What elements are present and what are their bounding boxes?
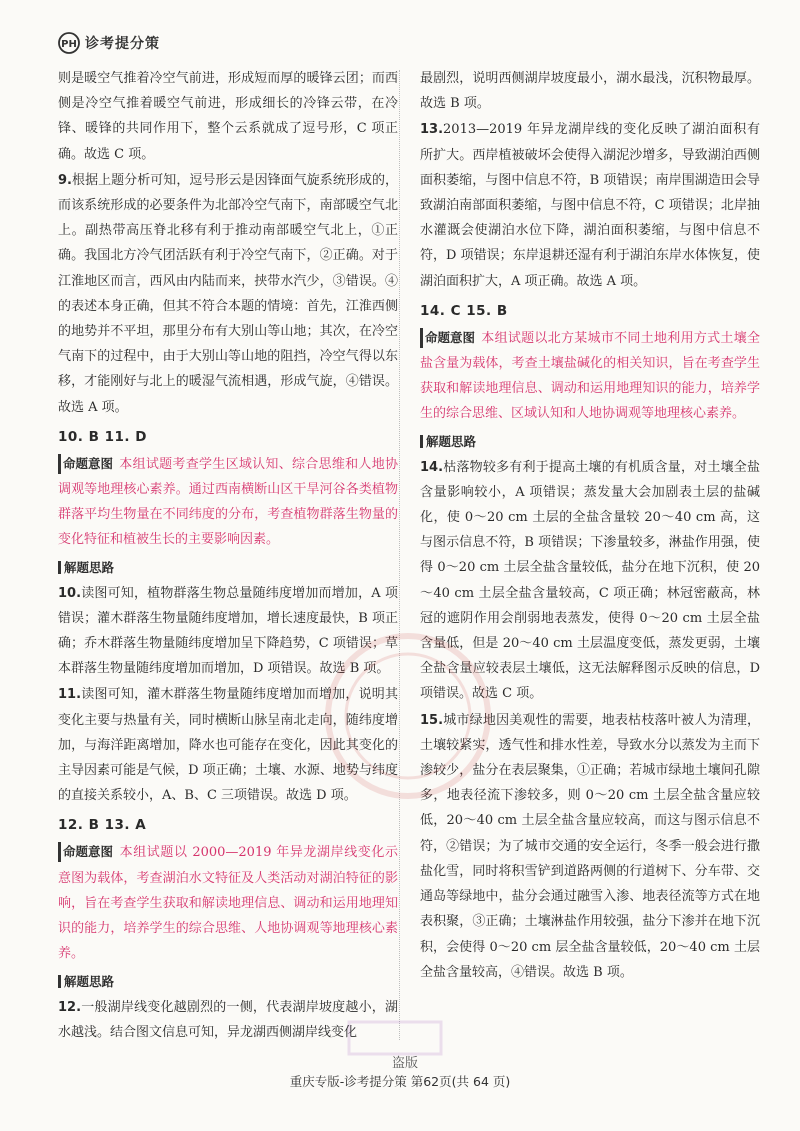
- section-heading: 解题思路: [58, 969, 398, 995]
- question-14: 14.枯落物较多有利于提高土壤的有机质含量，对土壤全盐含量影响较小，A 项错误；蒸发量大会加剧表土层的盐碱化，使 0～20 cm 土层的全盐含量较 20～40 cm 高，这与图示信息不符，B 项错误；下渗量较多，淋盐作用强，使得 0～20 cm 土层全盐含量较低，盐分在地下沉积，使 20～40 cm 土层全盐含量较高，C 项正确；林冠密蔽高，林冠的遮阴作用会削弱地表蒸发，使得 0～20 cm 土层全盐含量低，但是 20～40 cm 土层温度变低，蒸发更弱，土壤全盐含量应较表层土壤低，这无法解释图示反映的信息，D 项错误。故选 C 项。: [420, 459, 760, 702]
- continuation-paragraph: 则是暖空气推着冷空气前进，形成短而厚的暖锋云团；而西侧是冷空气推着暖空气前进，形成细长的冷锋云带，在冷锋、暖锋的共同作用下，整个云系就成了逗号形，C 项正确。故选 C 项。: [58, 71, 398, 162]
- page-footer: 重庆专版-诊考提分策 第62页(共 64 页): [289, 1074, 511, 1089]
- column-divider: [399, 70, 400, 1040]
- brand-header: [58, 32, 160, 54]
- answer-line-12-13: 12. B 13. A: [58, 817, 147, 834]
- section-heading: 解题思路: [420, 429, 760, 455]
- intent-text: 本组试题考查学生区域认知、综合思维和人地协调观等地理核心素养。通过西南横断山区干旱河谷各类植物群落平均生物量在不同纬度的分布，考查植物群落生物量的变化特征和植被生长的主要影响因素。: [58, 456, 398, 548]
- intent-tag: 命题意图: [58, 454, 115, 474]
- question-15: 15.城市绿地因美观性的需要，地表枯枝落叶被人为清理，土壤较紧实，透气性和排水性差，导致水分以蒸发为主而下渗较少，盐分在表层聚集，①正确；若城市绿地土壤间孔隙多，地表径流下渗较多，则 0～20 cm 土层全盐含量应较低，20～40 cm 土层全盐含量应较高，而这与图示信息不符，②错误；为了城市交通的安全运行，冬季一般会进行撒盐化雪，同时将积雪铲到道路两侧的行道树下、分车带、交通岛等绿地中，盐分会通过融雪入渗、地表径流等方式在地表积聚，③正确；土壤淋盐作用较强，盐分下渗并在地下沉积，会使得 0～20 cm 层全盐含量较低，20～40 cm 土层全盐含量较高，④错误。故选 B 项。: [420, 712, 760, 980]
- right-column: [420, 66, 760, 986]
- question-13: 13.2013—2019 年异龙湖岸线的变化反映了湖泊面积有所扩大。西岸植被破坏会使得入湖泥沙增多，导致湖泊西侧面积萎缩，与图中信息不符，B 项错误；南岸围湖造田会导致湖泊南部面积萎缩，与图中信息不符，C 项错误；北岸抽水灌溉会使湖泊水位下降，湖泊面积萎缩，与图中信息不符，D 项错误；东岸退耕还湿有利于湖泊东岸水体恢复，使湖泊面积扩大，A 项正确。故选 A 项。: [420, 122, 760, 289]
- answer-line-14-15: 14. C 15. B: [420, 302, 508, 319]
- left-column: [58, 66, 398, 1046]
- brand-logo-icon: [58, 32, 80, 54]
- svg-text:PH: PH: [61, 39, 77, 50]
- pirated-mark: 盗版: [392, 1056, 419, 1071]
- answer-line-10-11: 10. B 11. D: [58, 428, 147, 445]
- question-number: 9.: [58, 172, 72, 188]
- intent-14-15: 命题意图 本组试题以北方某城市不同土地利用方式土壤全盐含量为载体，考查土壤盐碱化的相关知识，旨在考查学生获取和解读地理信息、调动和运用地理知识的能力，培养学生的综合思维、区域认知和人地协调观等地理核心素养。: [420, 329, 760, 422]
- brand-title: 诊考提分策: [85, 36, 160, 52]
- question-11: 11.读图可知，灌木群落生物量随纬度增加而增加，说明其变化主要与热量有关，同时横断山脉呈南北走向，随纬度增加，与海洋距离增加，降水也可能存在变化，因此其变化的主导因素可能是气候，D 项正确；土壤、水源、地势与纬度的直接关系较小，A、B、C 三项错误。故选 D 项。: [58, 687, 398, 804]
- question-text: 根据上题分析可知，逗号形云是因锋面气旋系统形成的，而该系统形成的必要条件为北部冷空气南下，南部暖空气北上。副热带高压脊北移有利于推动南部暖空气北上，①正确。我国北方冷气团活跃有利于冷空气南下，②正确。对于江淮地区而言，西风由内陆而来，挟带水汽少，③错误。④的表述本身正确，但其不符合本题的情境：首先，江淮西侧的地势并不平坦，那里分布有大别山等山地；其次，在冷空气南下的过程中，由于大别山等山地的阻挡，冷空气得以东移，才能刚好与北上的暖湿气流相遇，形成气旋，④错误。故选 A 项。: [58, 172, 398, 415]
- question-10: 10.读图可知，植物群落生物总量随纬度增加而增加，A 项错误；灌木群落生物量随纬度增加，增长速度最快，B 项正确；乔木群落生物量随纬度增加呈下降趋势，C 项错误；草本群落生物量随纬度增加而增加，D 项错误。故选 B 项。: [58, 585, 398, 677]
- section-bar: [58, 561, 61, 574]
- question-12: 12.一般湖岸线变化越剧烈的一侧，代表湖岸坡度越小，湖水越浅。结合图文信息可知，异龙湖西侧湖岸线变化: [58, 999, 398, 1040]
- intent-12-13: 命题意图 本组试题以 2000—2019 年异龙湖岸线变化示意图为载体，考查湖泊水文特征及人类活动对湖泊特征的影响，旨在考查学生获取和解读地理信息、调动和运用地理知识的能力，培养学生的综合思维、人地协调观等地理核心素养。: [58, 844, 398, 962]
- question-9: [58, 168, 398, 420]
- section-heading: 解题思路: [58, 555, 398, 581]
- continuation-paragraph: 最剧烈，说明西侧湖岸坡度最小，湖水最浅，沉积物最厚。故选 B 项。: [420, 71, 760, 112]
- intent-10-11: [58, 452, 398, 553]
